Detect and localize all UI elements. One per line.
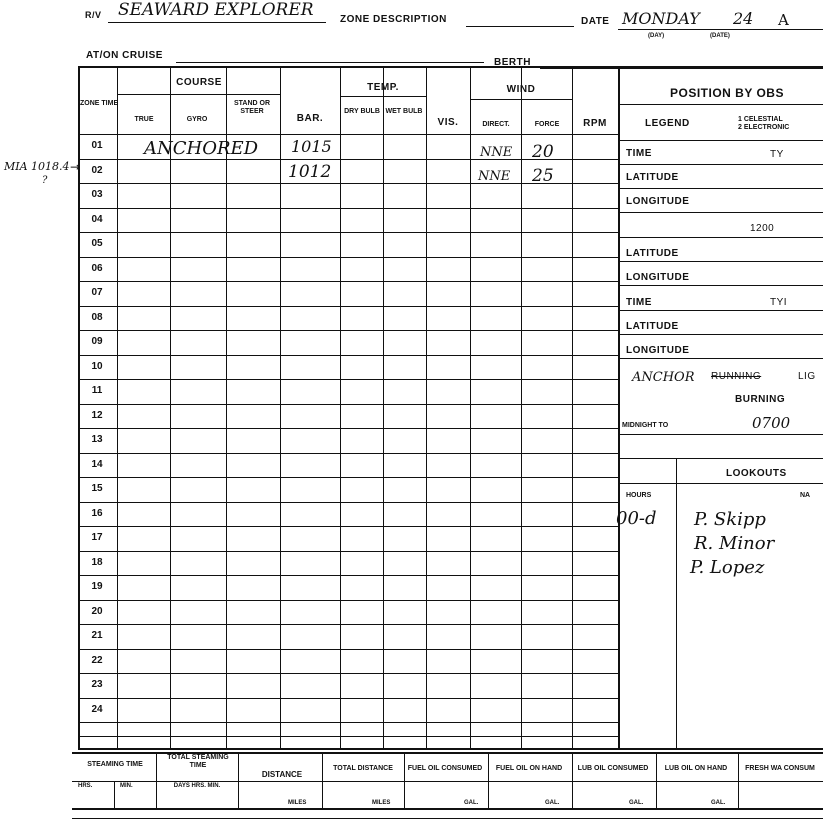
- grid-vline: [404, 752, 405, 808]
- col-direct: DIRECT.: [482, 121, 510, 128]
- midnight-label: MIDNIGHT TO: [622, 422, 669, 429]
- col-force: FORCE: [534, 121, 560, 128]
- grid-vline: [572, 752, 573, 808]
- lookout-hours: 00-d: [616, 508, 657, 529]
- grid-vline: [117, 66, 118, 748]
- hour-label: 13: [91, 434, 103, 445]
- midnight-value: 0700: [752, 414, 791, 432]
- grid-hline: [618, 188, 823, 189]
- hour-label: 18: [91, 556, 103, 568]
- footer-fuel-oil-on-hand: FUEL OIL ON HAND: [495, 765, 563, 772]
- grid-vline: [618, 66, 620, 748]
- grid-hline: [78, 748, 823, 750]
- grid-vline: [521, 66, 522, 748]
- hour-label: 16: [91, 507, 103, 519]
- type-label-2: TYI: [770, 297, 788, 308]
- latitude-3: LATITUDE: [626, 321, 679, 332]
- lookout-name-3: P. Lopez: [690, 557, 765, 578]
- anchor-written: ANCHOR: [632, 370, 695, 385]
- time-label-2: TIME: [626, 297, 652, 308]
- grid-hline: [78, 453, 618, 454]
- grid-hline: [78, 281, 618, 282]
- footer-miles-2: MILES: [372, 800, 391, 806]
- footer-total-steaming-time: TOTAL STEAMING TIME: [167, 754, 229, 769]
- lights-label: LIG: [798, 371, 816, 382]
- footer-lub-oil-on-hand: LUB OIL ON HAND: [664, 765, 728, 772]
- grid-hline: [78, 404, 618, 405]
- grid-hline: [618, 237, 823, 238]
- lookout-name-2: R. Minor: [694, 533, 775, 554]
- grid-vline: [238, 752, 239, 808]
- col-wet-bulb: WET BULB: [385, 108, 423, 115]
- grid-vline: [226, 66, 227, 748]
- grid-hline: [618, 310, 823, 311]
- grid-hline: [618, 434, 823, 435]
- footer-gal-3: GAL.: [629, 800, 644, 806]
- longitude-2: LONGITUDE: [626, 272, 690, 283]
- grid-vline: [572, 66, 573, 748]
- longitude-1: LONGITUDE: [626, 196, 690, 207]
- time-label-1: TIME: [626, 148, 652, 159]
- bar-entry-02: 1012: [288, 162, 332, 182]
- hour-label: 11: [91, 385, 103, 396]
- col-gyro: GYRO: [186, 116, 208, 123]
- legend-label: LEGEND: [645, 118, 690, 129]
- footer-miles-1: MILES: [288, 800, 307, 806]
- grid-hline: [78, 379, 618, 380]
- footer-days-hrs-min: DAYS HRS. MIN.: [173, 783, 221, 789]
- grid-vline: [383, 66, 384, 748]
- footer-min: MIN.: [120, 783, 133, 789]
- hour-label: 09: [91, 336, 103, 347]
- grid-hline: [618, 483, 823, 484]
- hour-label: 01: [91, 140, 103, 151]
- footer-hrs: HRS.: [78, 783, 93, 789]
- hour-label: 22: [91, 654, 103, 666]
- hour-label: 19: [91, 581, 103, 592]
- grid-vline: [280, 66, 281, 748]
- date-label: DATE: [581, 16, 610, 27]
- grid-hline: [78, 477, 618, 478]
- date-caption: (DATE): [710, 33, 730, 39]
- grid-hline: [78, 232, 618, 233]
- hour-label: 21: [91, 630, 103, 641]
- grid-hline: [618, 358, 823, 359]
- hour-label: 10: [91, 360, 103, 372]
- grid-vline: [470, 66, 471, 748]
- grid-hline: [78, 649, 618, 650]
- date-value: 24: [733, 9, 754, 28]
- footer-lub-oil-consumed: LUB OIL CONSUMED: [577, 765, 649, 772]
- grid-hline: [78, 600, 618, 601]
- bar-entry-01: 1015: [291, 137, 332, 156]
- grid-hline: [78, 257, 618, 258]
- grid-hline: [78, 698, 618, 699]
- margin-note-mark: ?: [42, 175, 48, 186]
- time-1200: 1200: [750, 223, 775, 234]
- vessel-prefix: R/V: [85, 10, 102, 20]
- col-zone-time: ZONE TIME: [80, 100, 119, 107]
- grid-hline: [78, 306, 618, 307]
- legend-2: 2 ELECTRONIC: [738, 124, 790, 131]
- margin-note: MIA 1018.4: [4, 160, 70, 173]
- burning-label: BURNING: [735, 394, 786, 405]
- hour-label: 17: [91, 532, 103, 543]
- grid-hline: [72, 818, 823, 819]
- grid-vline: [170, 66, 171, 748]
- hour-label: 15: [91, 483, 103, 494]
- zone-description-label: ZONE DESCRIPTION: [340, 14, 447, 25]
- hour-label: 06: [91, 262, 103, 274]
- hour-label: 03: [91, 189, 103, 200]
- grid-vline: [656, 752, 657, 808]
- grid-hline: [78, 526, 618, 527]
- grid-hline: [78, 551, 618, 552]
- hour-label: 08: [91, 311, 103, 323]
- grid-hline: [78, 428, 618, 429]
- cruise-label: AT/ON CRUISE: [86, 50, 163, 61]
- grid-vline: [676, 458, 677, 748]
- grid-vline: [322, 752, 323, 808]
- type-label-1: TY: [770, 149, 784, 160]
- grid-vline: [738, 752, 739, 808]
- hour-label: 20: [91, 605, 103, 617]
- footer-gal-4: GAL.: [711, 800, 726, 806]
- grid-hline: [72, 808, 823, 810]
- col-temp: TEMP.: [367, 82, 399, 93]
- wind-dir-entry-01: NNE: [480, 145, 513, 160]
- col-bar: BAR.: [296, 113, 324, 124]
- date-trailing: A: [778, 11, 789, 29]
- grid-hline: [78, 722, 618, 723]
- footer-total-distance: TOTAL DISTANCE: [333, 765, 393, 772]
- footer-gal-2: GAL.: [545, 800, 560, 806]
- lookouts-label: LOOKOUTS: [726, 468, 787, 479]
- hours-label: HOURS: [626, 492, 652, 499]
- grid-vline: [426, 66, 427, 748]
- wind-force-entry-01: 20: [532, 142, 554, 162]
- col-stand-or-steer: STAND OR STEER: [233, 100, 271, 115]
- lookout-name-1: P. Skipp: [694, 509, 766, 530]
- grid-vline: [114, 781, 115, 808]
- grid-hline: [78, 208, 618, 209]
- hour-label: 23: [91, 679, 103, 690]
- hour-label: 14: [91, 458, 103, 470]
- berth-label: BERTH: [494, 57, 531, 68]
- grid-hline: [78, 330, 618, 331]
- grid-hline: [78, 673, 618, 674]
- grid-hline: [618, 261, 823, 262]
- grid-vline: [340, 66, 341, 748]
- grid-vline: [156, 752, 157, 808]
- col-course: COURSE: [176, 77, 222, 88]
- wind-force-entry-02: 25: [532, 166, 554, 186]
- footer-steaming-time: STEAMING TIME: [87, 761, 143, 768]
- margin-arrow-icon: →: [70, 160, 81, 174]
- latitude-2: LATITUDE: [626, 248, 679, 259]
- footer-fuel-oil-consumed: FUEL OIL CONSUMED: [407, 765, 483, 772]
- grid-hline: [78, 736, 618, 737]
- hour-label: 04: [91, 213, 103, 225]
- grid-hline: [618, 140, 823, 141]
- grid-hline: [618, 285, 823, 286]
- col-wind: WIND: [506, 84, 536, 95]
- day-value: MONDAY: [622, 9, 700, 28]
- hour-label: 05: [91, 238, 103, 249]
- hour-label: 12: [91, 409, 103, 421]
- name-label: NA: [800, 492, 811, 499]
- grid-hline: [78, 66, 823, 68]
- hour-label: 07: [91, 287, 103, 298]
- grid-hline: [618, 104, 823, 105]
- col-dry-bulb: DRY BULB: [344, 108, 380, 115]
- grid-hline: [78, 134, 618, 135]
- grid-hline: [618, 164, 823, 165]
- position-title: POSITION BY OBS: [670, 86, 784, 100]
- footer-fresh-water-consumed: FRESH WA CONSUM: [745, 765, 815, 772]
- grid-vline: [488, 752, 489, 808]
- footer-gal-1: GAL.: [464, 800, 479, 806]
- latitude-1: LATITUDE: [626, 172, 679, 183]
- col-vis: VIS.: [437, 117, 459, 128]
- hour-label: 24: [91, 703, 103, 715]
- hour-label: 02: [91, 164, 103, 176]
- grid-hline: [78, 355, 618, 356]
- col-true: TRUE: [134, 116, 154, 123]
- longitude-3: LONGITUDE: [626, 345, 690, 356]
- legend-1: 1 CELESTIAL: [738, 116, 783, 123]
- col-rpm: RPM: [583, 118, 607, 129]
- grid-hline: [118, 94, 280, 95]
- running-struck: RUNNING: [711, 371, 762, 382]
- grid-hline: [78, 502, 618, 503]
- footer-distance: DISTANCE: [261, 770, 303, 779]
- grid-hline: [618, 458, 823, 459]
- wind-dir-entry-02: NNE: [478, 169, 511, 184]
- course-entry: ANCHORED: [144, 138, 259, 159]
- grid-hline: [78, 624, 618, 625]
- grid-hline: [78, 575, 618, 576]
- grid-hline: [618, 334, 823, 335]
- vessel-name: SEAWARD EXPLORER: [118, 0, 314, 20]
- day-caption: (DAY): [648, 33, 665, 39]
- grid-hline: [618, 212, 823, 213]
